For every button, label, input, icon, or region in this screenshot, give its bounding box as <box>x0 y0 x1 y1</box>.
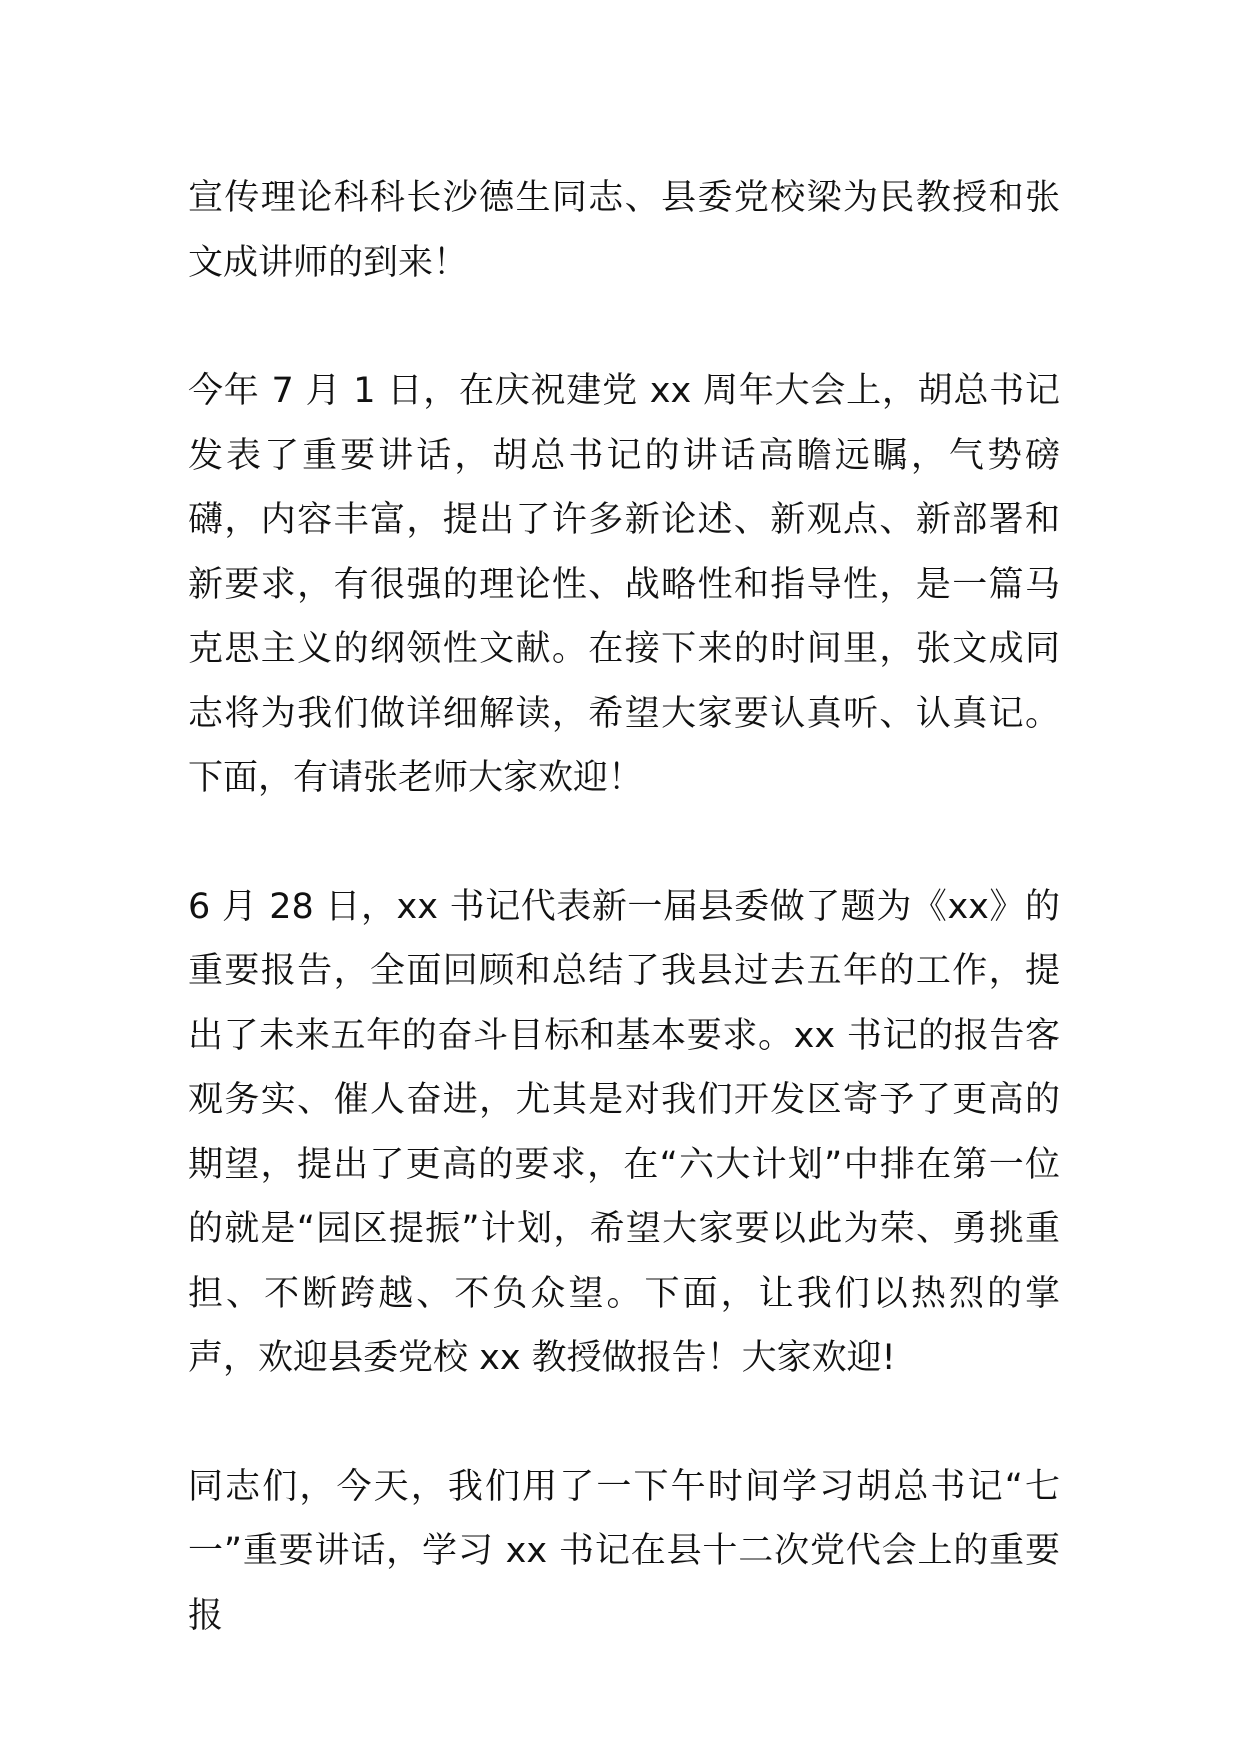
document-body <box>188 166 1060 1712</box>
paragraph-july-first-speech: 今年 7 月 1 日，在庆祝建党 xx 周年大会上，胡总书记发表了重要讲话，胡总书记的讲话高瞻远瞩，气势磅礴，内容丰富，提出了许多新论述、新观点、新部署和新要求，有很强的理论性、战略性和指导性，是一篇马克思主义的纲领性文献。在接下来的时间里，张文成同志将为我们做详细解读，希望大家要认真听、认真记。下面，有请张老师大家欢迎！ <box>188 371 1060 798</box>
paragraph-party-congress-report: 6 月 28 日，xx 书记代表新一届县委做了题为《xx》的重要报告，全面回顾和总结了我县过去五年的工作，提出了未来五年的奋斗目标和基本要求。xx 书记的报告客观务实、催人奋进，尤其是对我们开发区寄予了更高的期望，提出了更高的要求，在“六大计划”中排在第一位的就是“园区提振”计划，希望大家要以此为荣、勇挑重担、不断跨越、不负众望。下面，让我们以热烈的掌声，欢迎县委党校 xx 教授做报告！大家欢迎! <box>188 886 1060 1378</box>
paragraph-closing-remarks: 同志们，今天，我们用了一下午时间学习胡总书记“七一”重要讲话，学习 xx 书记在县十二次党代会上的重要报 <box>188 1466 1060 1636</box>
paragraph-welcome-guests: 宣传理论科科长沙德生同志、县委党校梁为民教授和张文成讲师的到来！ <box>188 178 1060 283</box>
